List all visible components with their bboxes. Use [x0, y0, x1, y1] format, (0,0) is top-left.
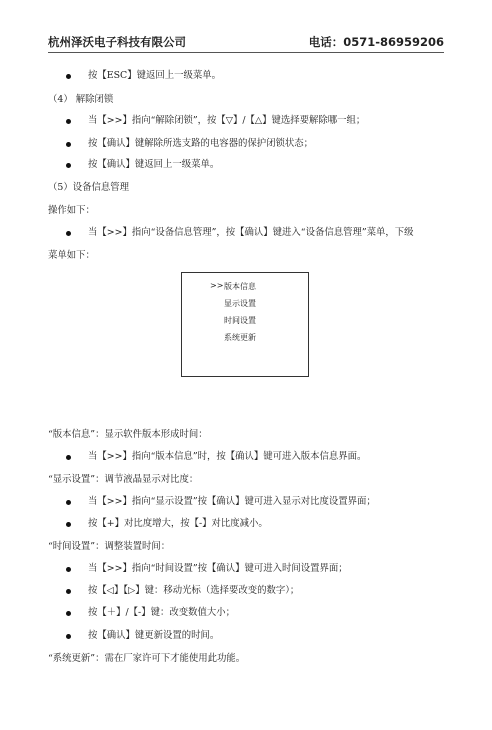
- bullet-icon: [66, 142, 71, 147]
- text-line: 按【+】对比度增大，按【-】对比度减小。: [88, 518, 268, 529]
- bullet-icon: [66, 231, 71, 236]
- text-line: 菜单如下：: [48, 250, 95, 261]
- text-line: 按【确认】键返回上一级菜单。: [88, 159, 220, 170]
- text-line: 操作如下：: [48, 205, 95, 216]
- bullet-icon: [66, 522, 71, 527]
- bullet-icon: [66, 611, 71, 616]
- text-line: 当【>>】指向“设备信息管理”，按【确认】键进入“设备信息管理”菜单，下级: [88, 227, 414, 238]
- section-heading: （4） 解除闭锁: [48, 94, 114, 105]
- text-line: 当【>>】指向“显示设置”按【确认】键可进入显示对比度设置界面；: [88, 496, 376, 507]
- phone-number: 电话：0571-86959206: [308, 35, 444, 49]
- bullet-icon: [66, 500, 71, 505]
- bullet-icon: [66, 74, 71, 79]
- text-line: 按【ESC】键返回上一级菜单。: [88, 70, 221, 81]
- text-line: 按【确认】键解除所选支路的电容器的保护闭锁状态；: [88, 138, 314, 149]
- menu-item-display-settings: 显示设置: [224, 299, 256, 308]
- text-line: “时间设置”：调整装置时间：: [48, 541, 171, 552]
- menu-item-time-settings: 时间设置: [224, 316, 256, 325]
- menu-item-system-update: 系统更新: [224, 333, 256, 342]
- text-line: “显示设置”：调节液晶显示对比度：: [48, 474, 199, 485]
- bullet-icon: [66, 567, 71, 572]
- text-line: 当【>>】指向“时间设置”按【确认】键可进入时间设置界面；: [88, 563, 348, 574]
- text-line: 按【确认】键更新设置的时间。: [88, 630, 220, 641]
- page-header: [48, 34, 444, 53]
- menu-pointer: >>: [210, 281, 224, 290]
- bullet-icon: [66, 163, 71, 168]
- text-line: 按【◁】【▷】键：移动光标（选择要改变的数字）；: [88, 585, 300, 596]
- text-line: 当【>>】指向“解除闭锁”，按【▽】/【△】键选择要解除哪一组；: [88, 115, 366, 126]
- text-line: “版本信息”：显示软件版本形成时间：: [48, 429, 208, 440]
- company-name: 杭州泽沃电子科技有限公司: [48, 35, 186, 49]
- bullet-icon: [66, 455, 71, 460]
- section-heading: （5）设备信息管理: [48, 182, 129, 193]
- text-line: 当【>>】指向“版本信息”时，按【确认】键可进入版本信息界面。: [88, 451, 367, 462]
- menu-screen-figure: [181, 272, 309, 377]
- bullet-icon: [66, 119, 71, 124]
- menu-item-version-info: 版本信息: [224, 282, 256, 291]
- text-line: 按【＋】/【-】键：改变数值大小；: [88, 607, 235, 618]
- bullet-icon: [66, 589, 71, 594]
- text-line: “系统更新”：需在厂家许可下才能使用此功能。: [48, 653, 246, 664]
- bullet-icon: [66, 634, 71, 639]
